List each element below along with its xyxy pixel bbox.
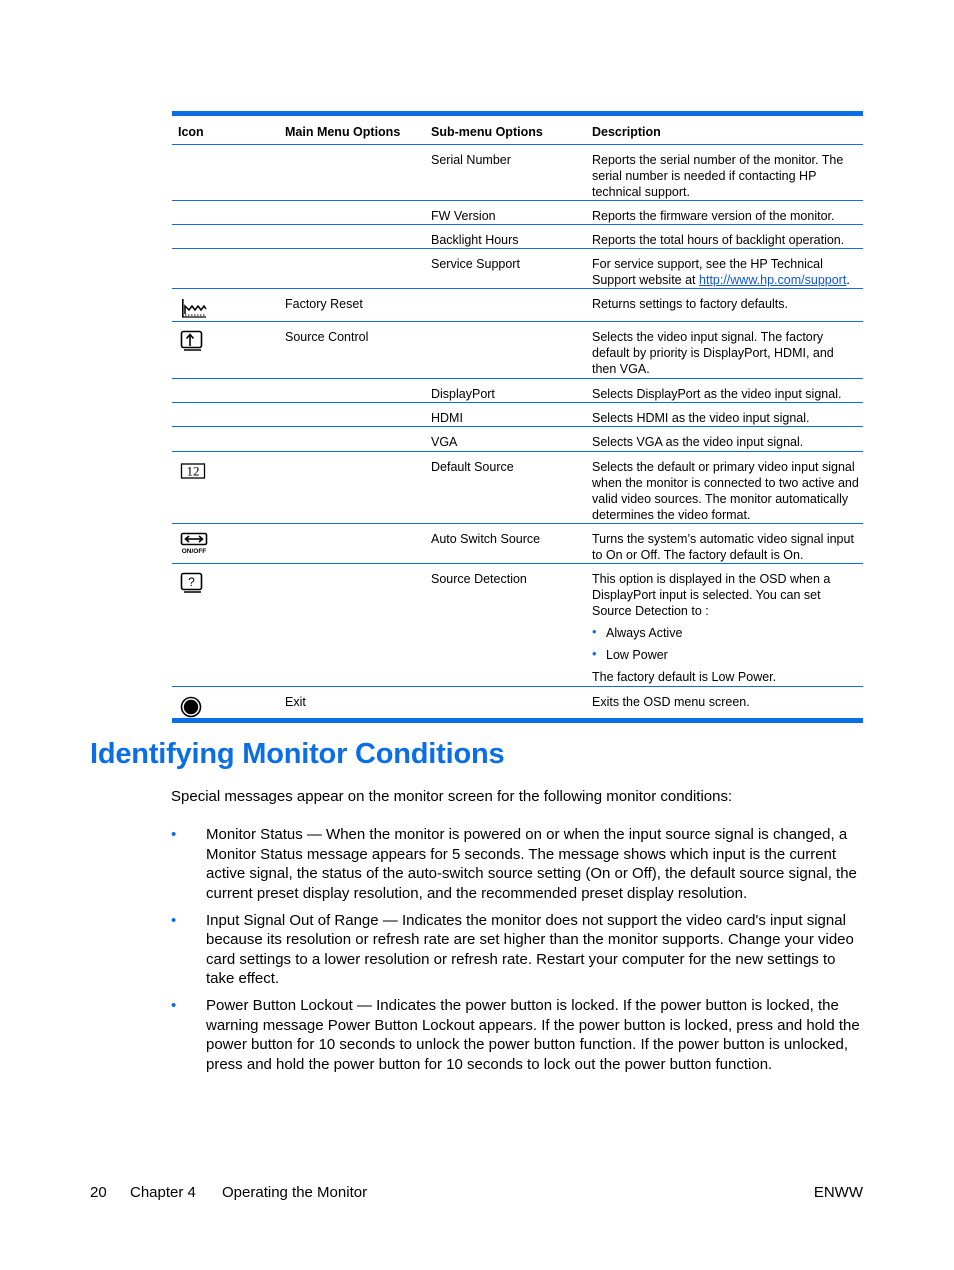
svg-text:ON/OFF: ON/OFF: [181, 548, 207, 555]
default-source-icon: [180, 460, 208, 482]
sub-menu-option: DisplayPort: [431, 387, 495, 401]
svg-text:12: 12: [186, 463, 200, 479]
description: [592, 571, 860, 685]
conditions-list: [171, 825, 863, 1082]
auto-switch-icon: [180, 532, 208, 554]
description: Selects the video input signal. The factory default by priority is DisplayPort, HDMI, and then VGA.: [592, 330, 834, 376]
main-menu-option: Factory Reset: [285, 297, 363, 311]
header-sub-menu: Sub-menu Options: [431, 125, 543, 139]
description: Selects HDMI as the video input signal.: [592, 411, 810, 425]
main-menu-option: Exit: [285, 695, 306, 709]
description-after: The factory default is Low Power.: [592, 670, 777, 684]
table-row: [172, 201, 863, 225]
bullet-icon: •: [171, 997, 177, 1014]
bullet-icon: •: [171, 911, 177, 929]
table-row: [172, 687, 863, 718]
table-row: [172, 289, 863, 322]
page-number: 20: [90, 1184, 107, 1201]
section-heading: Identifying Monitor Conditions: [90, 738, 505, 770]
table-row: [172, 145, 863, 201]
bullet-icon: •: [592, 646, 597, 661]
table-row: [172, 403, 863, 427]
source-detection-options: [592, 625, 860, 663]
header-description: Description: [592, 125, 661, 139]
table-row: [172, 249, 863, 289]
exit-icon: [180, 695, 208, 717]
section-intro: Special messages appear on the monitor screen for the following monitor conditions:: [171, 788, 733, 805]
description: Turns the system’s automatic video signal input to On or Off. The factory default is On.: [592, 532, 854, 562]
hp-support-link[interactable]: http://www.hp.com/support: [699, 273, 847, 287]
header-main-menu: Main Menu Options: [285, 125, 401, 139]
footer-chapter: Chapter 4: [130, 1184, 196, 1201]
table-header-row: [172, 116, 863, 145]
table-bottom-rule: [172, 718, 863, 723]
sub-menu-option: Backlight Hours: [431, 233, 519, 247]
table-row: [172, 225, 863, 249]
sub-menu-option: Serial Number: [431, 153, 511, 167]
bullet-icon: •: [171, 826, 177, 843]
osd-menu-table: [172, 111, 863, 723]
description-text: This option is displayed in the OSD when a DisplayPort input is selected. You can set Source Detection to :: [592, 572, 831, 618]
description: Selects VGA as the video input signal.: [592, 435, 804, 449]
list-item: • Power Button Lockout — Indicates the power button is locked. If the power button is locked, the warning message Power Button Lockout appears. If the power button is locked, press and hold the power button for 10 seconds to unlock the power button function. If the power button is unlocked, press and hold the power button for 10 seconds to lock out the power button function.: [171, 997, 860, 1073]
source-control-icon: [180, 330, 208, 352]
description: Reports the firmware version of the monitor.: [592, 209, 835, 223]
list-item: • Input Signal Out of Range — Indicates the monitor does not support the video card's input signal because its resolution or refresh rate are set higher than the monitor supports. Change your video card settings to a lower resolution or refresh rate. Restart your computer for the new settings to take effect.: [171, 911, 854, 987]
sub-menu-option: FW Version: [431, 209, 496, 223]
description-text: For service support, see the HP Technical Support website at: [592, 257, 823, 287]
factory-reset-icon: [180, 297, 208, 319]
description: Selects DisplayPort as the video input signal.: [592, 387, 842, 401]
description: Returns settings to factory defaults.: [592, 297, 788, 311]
table-row: [172, 452, 863, 524]
sub-menu-option: HDMI: [431, 411, 463, 425]
bullet-icon: •: [592, 624, 597, 639]
table-row: [172, 379, 863, 403]
svg-text:?: ?: [188, 575, 195, 589]
description: Reports the total hours of backlight operation.: [592, 233, 845, 247]
sub-menu-option: Default Source: [431, 460, 514, 474]
table-row: [172, 564, 863, 687]
table-row: [172, 524, 863, 564]
description: Selects the default or primary video input signal when the monitor is connected to two active and valid video sources. The monitor automatically determines the video format.: [592, 460, 859, 522]
footer-locale: ENWW: [813, 1184, 863, 1201]
main-menu-option: Source Control: [285, 330, 369, 344]
footer-title: Operating the Monitor: [222, 1184, 368, 1201]
source-detection-icon: [180, 572, 208, 594]
sub-menu-option: Source Detection: [431, 572, 527, 586]
sub-menu-option: Auto Switch Source: [431, 532, 541, 546]
description: [592, 256, 860, 288]
description-end: .: [846, 273, 850, 287]
description: Reports the serial number of the monitor. The serial number is needed if contacting HP technical support.: [592, 153, 844, 199]
list-item: • Always Active: [592, 624, 683, 640]
description: Exits the OSD menu screen.: [592, 695, 750, 709]
sub-menu-option: VGA: [431, 435, 458, 449]
table-row: [172, 322, 863, 379]
list-item: • Low Power: [592, 646, 668, 662]
list-item: • Monitor Status — When the monitor is powered on or when the input source signal is changed, a Monitor Status message appears for 5 seconds. The message shows which input is the current active signal, the status of the auto-switch source setting (On or Off), the default source signal, the current preset display resolution, and the recommended preset display resolution.: [171, 826, 857, 902]
table-row: [172, 427, 863, 452]
header-icon: Icon: [178, 125, 204, 139]
sub-menu-option: Service Support: [431, 257, 520, 271]
